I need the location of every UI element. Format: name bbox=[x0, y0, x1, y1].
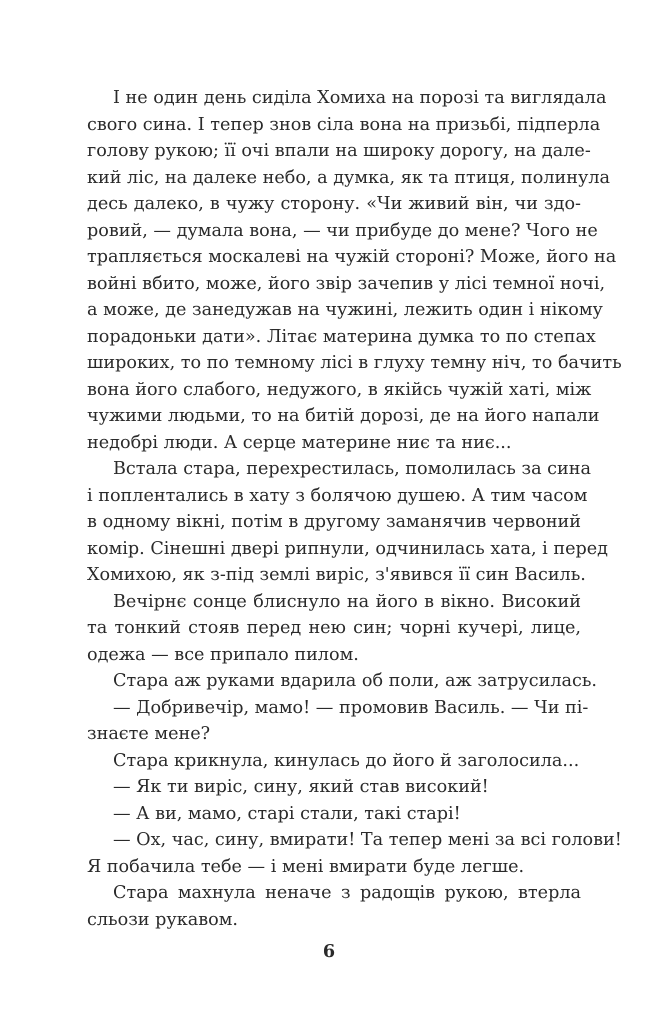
text-line: свого сина. І тепер знов сіла вона на призьбі, підперла bbox=[87, 114, 601, 135]
text-line: І не один день сиділа Хомиха на порозі та виглядала bbox=[113, 88, 607, 108]
paragraph bbox=[87, 589, 581, 669]
paragraph bbox=[87, 827, 622, 880]
text-line: комір. Сінешні двері рипнули, одчинилась хата, і перед bbox=[87, 538, 609, 559]
text-line: войні вбито, може, його звір зачепив у лісі темної ночі, bbox=[87, 273, 606, 294]
text-line: в одному вікні, потім в другому заманячив червоний bbox=[87, 512, 581, 532]
paragraph bbox=[87, 774, 581, 801]
text-line: десь далеко, в чужу сторону. «Чи живий він, чи здо- bbox=[87, 194, 581, 214]
text-line: Встала стара, перехрестилась, помолилась за сина bbox=[113, 459, 591, 479]
text-line: чужими людьми, то на битій дорозі, де на його напали bbox=[87, 406, 600, 426]
paragraph bbox=[87, 668, 598, 695]
text-line: Стара крикнула, кинулась до його й заголосила... bbox=[113, 750, 580, 771]
text-line: вона його слабого, недужого, в якійсь чужій хаті, між bbox=[87, 379, 592, 400]
text-line: одежа — все припало пилом. bbox=[87, 644, 359, 665]
text-line: — А ви, мамо, старі стали, такі старі! bbox=[113, 803, 461, 824]
text-line: Я побачила тебе — і мені вмирати буде легше. bbox=[87, 856, 525, 877]
text-line: Стара аж руками вдарила об поли, аж затрусилась. bbox=[113, 671, 598, 691]
paragraph bbox=[87, 695, 589, 748]
text-line: Стара махнула неначе з радощів рукою, втерла bbox=[113, 883, 581, 903]
text-line: кий ліс, на далеке небо, а думка, як та птиця, полинула bbox=[87, 167, 610, 188]
text-line: порадоньки дати». Літає материна думка то по степах bbox=[87, 326, 596, 347]
text-line: голову рукою; її очі впали на широку дорогу, на дале- bbox=[87, 141, 591, 161]
paragraph bbox=[87, 85, 622, 456]
text-line: а може, де занедужав на чужині, лежить один і нікому bbox=[87, 300, 603, 320]
text-line: трапляється москалеві на чужій стороні? Може, його на bbox=[87, 247, 617, 267]
paragraph bbox=[87, 748, 581, 775]
text-line: — Ох, час, сину, вмирати! Та тепер мені за всі голови! bbox=[113, 830, 622, 850]
text-line: знаєте мене? bbox=[87, 724, 211, 744]
text-line: сльози рукавом. bbox=[87, 909, 238, 930]
text-line: — Як ти виріс, сину, який став високий! bbox=[113, 777, 489, 797]
text-line: широких, то по темному лісі в глуху темну ніч, то бачить bbox=[87, 353, 622, 373]
page-number: 6 bbox=[322, 941, 336, 962]
text-line: ровий, — думала вона, — чи прибуде до мене? Чого не bbox=[87, 220, 598, 241]
text-line: та тонкий стояв перед нею син; чорні кучері, лице, bbox=[87, 618, 581, 638]
text-line: недобрі люди. А серце материне ниє та ниє... bbox=[87, 432, 512, 453]
paragraph bbox=[87, 801, 581, 828]
body-text bbox=[87, 85, 622, 933]
text-line: Хомихою, як з-під землі виріс, з'явився її син Василь. bbox=[87, 565, 586, 585]
text-line: — Добривечір, мамо! — промовив Василь. — Чи пі- bbox=[113, 697, 589, 718]
paragraph bbox=[87, 456, 609, 589]
paragraph bbox=[87, 880, 581, 933]
text-line: Вечірнє сонце блиснуло на його в вікно. Високий bbox=[113, 591, 581, 612]
text-line: і поплентались в хату з болячою душею. А тим часом bbox=[87, 485, 588, 506]
